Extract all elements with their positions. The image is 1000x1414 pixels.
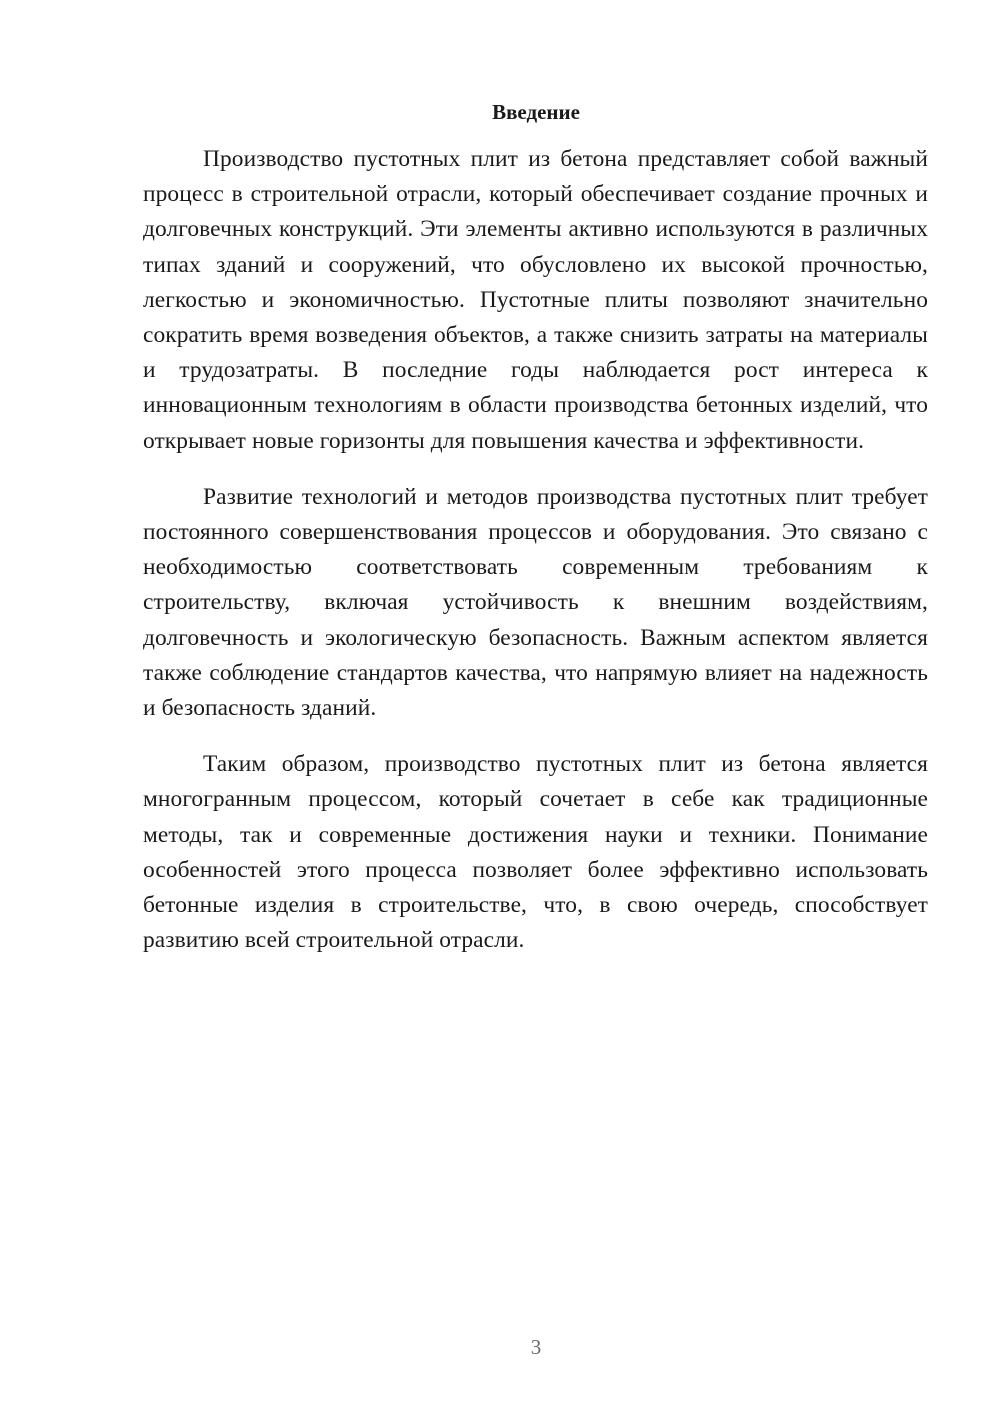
page-number: 3 <box>530 1335 542 1359</box>
body-text <box>143 142 928 979</box>
paragraph-2: Развитие технологий и методов производства пустотных плит требует постоянного совершенствования процессов и оборудования. Это связано с необходимостью соответствовать современным требованиям к строительству, включая устойчивость к внешним воздействиям, долговечность и экологическую безопасность. Важным аспектом является также соблюдение стандартов качества, что напрямую влияет на надежность и безопасность зданий. <box>143 483 928 722</box>
section-heading: Введение <box>492 100 580 124</box>
paragraph-1: Производство пустотных плит из бетона представляет собой важный процесс в строительной отрасли, который обеспечивает создание прочных и долговечных конструкций. Эти элементы активно используются в различных типах зданий и сооружений, что обусловлено их высокой прочностью, легкостью и экономичностью. Пустотные плиты позволяют значительно сократить время возведения объектов, а также снизить затраты на материалы и трудозатраты. В последние годы наблюдается рост интереса к инновационным технологиям в области производства бетонных изделий, что открывает новые горизонты для повышения качества и эффективности. <box>143 146 928 454</box>
paragraph-3: Таким образом, производство пустотных плит из бетона является многогранным процессом, который сочетает в себе как традиционные методы, так и современные достижения науки и техники. Понимание особенностей этого процесса позволяет более эффективно использовать бетонные изделия в строительстве, что, в свою очередь, способствует развитию всей строительной отрасли. <box>143 751 928 954</box>
